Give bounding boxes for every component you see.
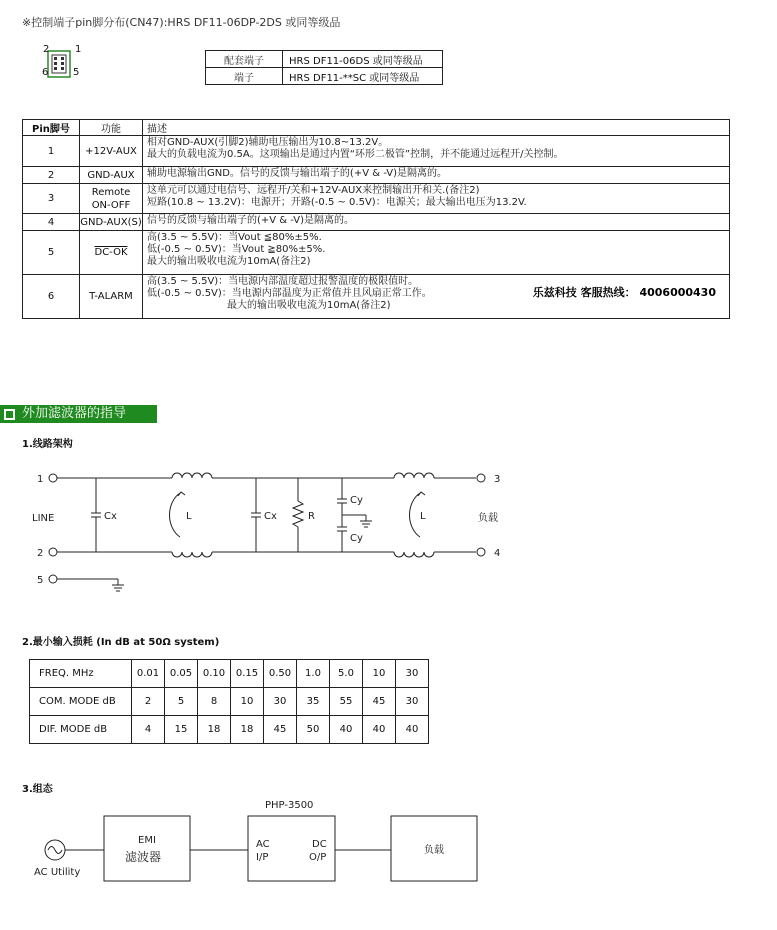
- table-cell: 30: [264, 688, 297, 716]
- header-pin: Pin脚号: [23, 120, 80, 136]
- table-cell: 4: [132, 716, 165, 744]
- node-1: 1: [37, 474, 44, 485]
- config-title: 3.组态: [22, 784, 53, 795]
- circuit-title: 1.线路架构: [22, 439, 73, 450]
- pin-description: [143, 184, 730, 214]
- pin-function: GND-AUX: [80, 167, 143, 184]
- filter-circuit-diagram: [0, 455, 560, 595]
- desc-line: 最大的输出吸收电流为10mA(备注2): [227, 300, 391, 311]
- pin-number: 1: [23, 136, 80, 167]
- desc-line: 辅助电源输出GND。信号的反馈与输出端子的(+V & -V)是隔离的。: [147, 168, 447, 179]
- function-text: DC-OK: [94, 247, 128, 258]
- node-2: 2: [37, 548, 44, 559]
- row-label: FREQ. MHz: [30, 660, 132, 688]
- table-row: [206, 51, 443, 68]
- dc-label: DC: [312, 839, 327, 850]
- table-cell: 10: [231, 688, 264, 716]
- table-row: [23, 231, 730, 275]
- table-cell: 0.05: [165, 660, 198, 688]
- connector-pin-1: 1: [75, 44, 82, 55]
- mating-value: HRS DF11-**SC 或同等级品: [283, 68, 443, 85]
- pin-description: [143, 231, 730, 275]
- table-row: [23, 136, 730, 167]
- model-label: PHP-3500: [265, 800, 314, 811]
- pin-function: [80, 231, 143, 275]
- row-label: DIF. MODE dB: [30, 716, 132, 744]
- pin-description: [143, 214, 730, 231]
- table-cell: 0.10: [198, 660, 231, 688]
- table-row: [23, 214, 730, 231]
- filter-label: 滤波器: [125, 850, 162, 864]
- desc-line: 高(3.5 ~ 5.5V)：当电源内部温度超过报警温度的极限值时。: [147, 276, 419, 287]
- table-header-row: [23, 120, 730, 136]
- table-cell: 35: [297, 688, 330, 716]
- hotline-text: 乐兹科技 客服热线： 4006000430: [532, 286, 716, 299]
- r-label: R: [308, 511, 315, 522]
- op-label: O/P: [309, 852, 327, 863]
- header-function: 功能: [80, 120, 143, 136]
- table-cell: 15: [165, 716, 198, 744]
- pin-number: 3: [23, 184, 80, 214]
- pin-description: [143, 275, 730, 319]
- table-cell: 30: [396, 660, 429, 688]
- pin-function: GND-AUX(S): [80, 214, 143, 231]
- pin-function-table: [22, 119, 730, 319]
- pin-function: +12V-AUX: [80, 136, 143, 167]
- load-box-label: 负载: [424, 845, 444, 856]
- cx-label: Cx: [104, 511, 117, 522]
- insertion-loss-table: [29, 659, 429, 744]
- l-label: L: [186, 511, 192, 522]
- table-cell: 0.01: [132, 660, 165, 688]
- pin-description: [143, 136, 730, 167]
- function-line: ON-OFF: [91, 199, 131, 211]
- table-cell: 0.50: [264, 660, 297, 688]
- desc-line: 低(-0.5 ~ 0.5V)：当Vout ≧80%±5%.: [147, 244, 326, 255]
- mating-label: 配套端子: [206, 51, 283, 68]
- desc-line: 低(-0.5 ~ 0.5V)：当电源内部温度为正常值并且风扇正常工作。: [147, 288, 432, 299]
- table-row: [23, 275, 730, 319]
- pin-number: 6: [23, 275, 80, 319]
- pin-number: 5: [23, 231, 80, 275]
- table-cell: 1.0: [297, 660, 330, 688]
- mating-connector-table: [205, 50, 443, 85]
- table-cell: 55: [330, 688, 363, 716]
- ac-utility-label: AC Utility: [34, 867, 81, 878]
- loss-title-en: (In dB at 50Ω system): [96, 637, 220, 648]
- ip-label: I/P: [256, 852, 269, 863]
- filter-section-title: 外加滤波器的指导: [22, 406, 127, 421]
- table-cell: 40: [396, 716, 429, 744]
- table-cell: 40: [330, 716, 363, 744]
- desc-line: 这单元可以通过电信号、远程开/关和+12V-AUX来控制输出开和关.(备注2): [147, 185, 480, 196]
- square-bullet-icon: [4, 409, 15, 420]
- table-cell: 18: [198, 716, 231, 744]
- table-cell: 45: [264, 716, 297, 744]
- loss-title: [22, 633, 219, 648]
- table-cell: 10: [363, 660, 396, 688]
- node-5: 5: [37, 575, 44, 586]
- desc-line: 高(3.5 ~ 5.5V)：当Vout ≦80%±5%.: [147, 232, 322, 243]
- table-row: [30, 716, 429, 744]
- pin-number: 2: [23, 167, 80, 184]
- connector-pin-2: 2: [43, 44, 50, 55]
- mating-label: 端子: [206, 68, 283, 85]
- table-cell: 40: [363, 716, 396, 744]
- desc-line: 最大的输出吸收电流为10mA(备注2): [147, 256, 311, 267]
- desc-line: 相对GND-AUX(引脚2)辅助电压输出为10.8~13.2V。: [147, 137, 389, 148]
- table-row: [23, 167, 730, 184]
- table-row: [23, 184, 730, 214]
- table-row: [206, 68, 443, 85]
- filter-section-header: [0, 405, 157, 423]
- load-label: 负载: [478, 513, 498, 524]
- desc-line: 信号的反馈与输出端子的(+V & -V)是隔离的。: [147, 215, 355, 226]
- header-description: 描述: [143, 120, 730, 136]
- pin-function: [80, 184, 143, 214]
- row-label: COM. MODE dB: [30, 688, 132, 716]
- table-cell: 30: [396, 688, 429, 716]
- function-line: Remote: [91, 186, 131, 198]
- table-cell: 5.0: [330, 660, 363, 688]
- connector-diagram: [33, 46, 91, 82]
- table-cell: 45: [363, 688, 396, 716]
- table-row: [30, 660, 429, 688]
- connector-pin-6: 6: [42, 67, 49, 78]
- desc-line: 短路(10.8 ~ 13.2V)：电源开；开路(-0.5 ~ 0.5V)：电源关；最大输出电压为13.2V.: [147, 197, 527, 208]
- table-cell: 5: [165, 688, 198, 716]
- node-4: 4: [494, 548, 501, 559]
- desc-line: 最大的负载电流为0.5A。这项输出是通过内置“环形二极管”控制，并不能通过远程开/关控制。: [147, 149, 564, 160]
- ac-label: AC: [256, 839, 270, 850]
- table-cell: 8: [198, 688, 231, 716]
- pin-function: T-ALARM: [80, 275, 143, 319]
- emi-label: EMI: [138, 835, 156, 846]
- loss-title-cn: 2.最小输入损耗: [22, 637, 93, 648]
- table-cell: 18: [231, 716, 264, 744]
- table-cell: 2: [132, 688, 165, 716]
- table-cell: 0.15: [231, 660, 264, 688]
- mating-value: HRS DF11-06DS 或同等级品: [283, 51, 443, 68]
- configuration-diagram: [0, 795, 500, 895]
- connector-pin-5: 5: [73, 67, 80, 78]
- table-row: [30, 688, 429, 716]
- node-3: 3: [494, 474, 501, 485]
- pinout-title: ※控制端子pin脚分布(CN47):HRS DF11-06DP-2DS 或同等级品: [22, 16, 341, 29]
- cy-label: Cy: [350, 495, 363, 506]
- l-label: L: [420, 511, 426, 522]
- cx-label: Cx: [264, 511, 277, 522]
- line-label: LINE: [32, 513, 55, 524]
- table-cell: 50: [297, 716, 330, 744]
- pin-number: 4: [23, 214, 80, 231]
- cy-label: Cy: [350, 533, 363, 544]
- pin-description: [143, 167, 730, 184]
